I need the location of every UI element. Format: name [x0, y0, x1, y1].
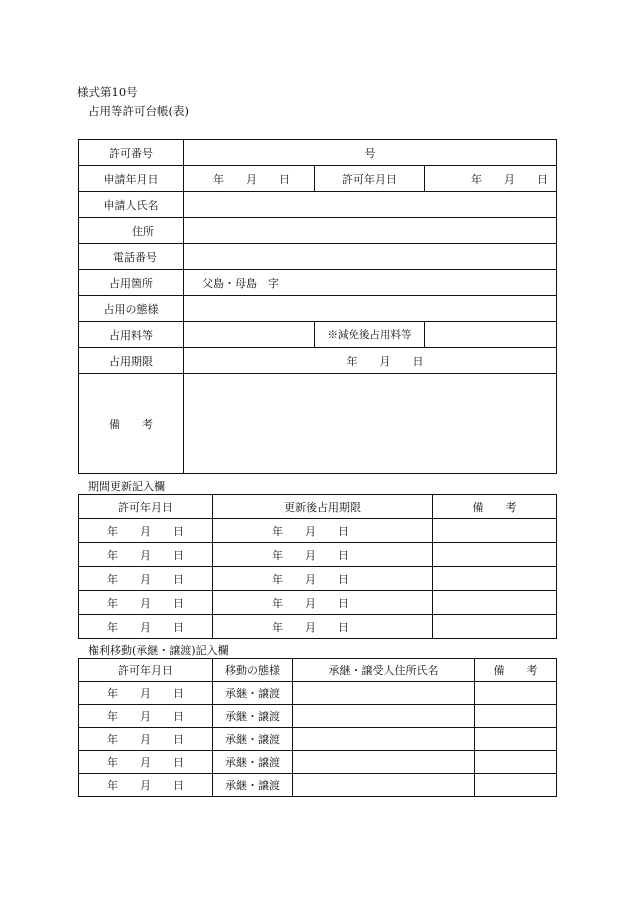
renewal-new-period[interactable]: 年 月 日: [213, 591, 433, 615]
renewal-table: [78, 494, 557, 639]
table-row: [79, 519, 557, 543]
renewal-remarks[interactable]: [433, 543, 557, 567]
applicant-name-field[interactable]: [184, 192, 557, 218]
transfer-header-remarks: 備 考: [475, 659, 557, 682]
renewal-new-period[interactable]: 年 月 日: [213, 519, 433, 543]
fee-label: 占用料等: [79, 322, 184, 348]
transfer-permit-date[interactable]: 年 月 日: [79, 682, 213, 705]
renewal-remarks[interactable]: [433, 591, 557, 615]
transfer-remarks[interactable]: [475, 774, 557, 797]
table-row: [79, 751, 557, 774]
reduced-fee-label: ※減免後占用料等: [315, 322, 425, 348]
renewal-permit-date[interactable]: 年 月 日: [79, 615, 213, 639]
apply-date-field[interactable]: 年 月 日: [184, 166, 315, 192]
renewal-remarks[interactable]: [433, 519, 557, 543]
transfer-remarks[interactable]: [475, 705, 557, 728]
transfer-mode[interactable]: 承継・譲渡: [213, 751, 293, 774]
transfer-successor[interactable]: [293, 751, 475, 774]
permit-date-field[interactable]: 年 月 日: [425, 166, 557, 192]
renewal-new-period[interactable]: 年 月 日: [213, 615, 433, 639]
transfer-permit-date[interactable]: 年 月 日: [79, 705, 213, 728]
transfer-section-title: 権利移動(承継・譲渡)記入欄: [88, 644, 229, 657]
main-ledger-table: [78, 139, 557, 474]
transfer-successor[interactable]: [293, 682, 475, 705]
transfer-permit-date[interactable]: 年 月 日: [79, 728, 213, 751]
form-number: 様式第10号: [77, 85, 138, 99]
transfer-permit-date[interactable]: 年 月 日: [79, 774, 213, 797]
renewal-new-period[interactable]: 年 月 日: [213, 543, 433, 567]
remarks-label: 備 考: [79, 374, 184, 474]
renewal-permit-date[interactable]: 年 月 日: [79, 567, 213, 591]
renewal-permit-date[interactable]: 年 月 日: [79, 519, 213, 543]
reduced-fee-field[interactable]: [425, 322, 557, 348]
table-row: [79, 682, 557, 705]
table-row: [79, 591, 557, 615]
table-row: [79, 567, 557, 591]
transfer-remarks[interactable]: [475, 751, 557, 774]
phone-field[interactable]: [184, 244, 557, 270]
transfer-mode[interactable]: 承継・譲渡: [213, 705, 293, 728]
address-label: 住所: [79, 218, 184, 244]
permit-date-label: 許可年月日: [315, 166, 425, 192]
table-row: [79, 615, 557, 639]
permit-no-field[interactable]: [184, 140, 557, 166]
transfer-successor[interactable]: [293, 774, 475, 797]
address-field[interactable]: [184, 218, 557, 244]
table-row: [79, 543, 557, 567]
fee-field[interactable]: [184, 322, 315, 348]
mode-field[interactable]: [184, 296, 557, 322]
renewal-remarks[interactable]: [433, 567, 557, 591]
period-field[interactable]: 年 月 日: [184, 348, 557, 374]
transfer-remarks[interactable]: [475, 682, 557, 705]
renewal-header-remarks: 備 考: [433, 495, 557, 519]
location-label: 占用箇所: [79, 270, 184, 296]
table-row: [79, 728, 557, 751]
transfer-header-successor: 承継・譲受人住所氏名: [293, 659, 475, 682]
transfer-successor[interactable]: [293, 705, 475, 728]
renewal-section-title: 期間更新記入欄: [88, 480, 165, 493]
table-row: [79, 705, 557, 728]
location-field[interactable]: 父島・母島 字: [184, 270, 557, 296]
applicant-name-label: 申請人氏名: [79, 192, 184, 218]
permit-no-label: 許可番号: [79, 140, 184, 166]
transfer-remarks[interactable]: [475, 728, 557, 751]
transfer-header-permit-date: 許可年月日: [79, 659, 213, 682]
transfer-mode[interactable]: 承継・譲渡: [213, 728, 293, 751]
table-row: [79, 774, 557, 797]
transfer-table: [78, 658, 557, 797]
transfer-header-mode: 移動の態様: [213, 659, 293, 682]
renewal-permit-date[interactable]: 年 月 日: [79, 591, 213, 615]
renewal-header-new-period: 更新後占用期限: [213, 495, 433, 519]
apply-date-label: 申請年月日: [79, 166, 184, 192]
transfer-successor[interactable]: [293, 728, 475, 751]
transfer-mode[interactable]: 承継・譲渡: [213, 682, 293, 705]
renewal-permit-date[interactable]: 年 月 日: [79, 543, 213, 567]
phone-label: 電話番号: [79, 244, 184, 270]
period-label: 占用期限: [79, 348, 184, 374]
renewal-remarks[interactable]: [433, 615, 557, 639]
permit-no-suffix: 号: [364, 146, 376, 160]
renewal-new-period[interactable]: 年 月 日: [213, 567, 433, 591]
page-title: 占用等許可台帳(表): [88, 104, 189, 118]
transfer-mode[interactable]: 承継・譲渡: [213, 774, 293, 797]
mode-label: 占用の態様: [79, 296, 184, 322]
transfer-permit-date[interactable]: 年 月 日: [79, 751, 213, 774]
renewal-header-permit-date: 許可年月日: [79, 495, 213, 519]
remarks-field[interactable]: [184, 374, 557, 474]
